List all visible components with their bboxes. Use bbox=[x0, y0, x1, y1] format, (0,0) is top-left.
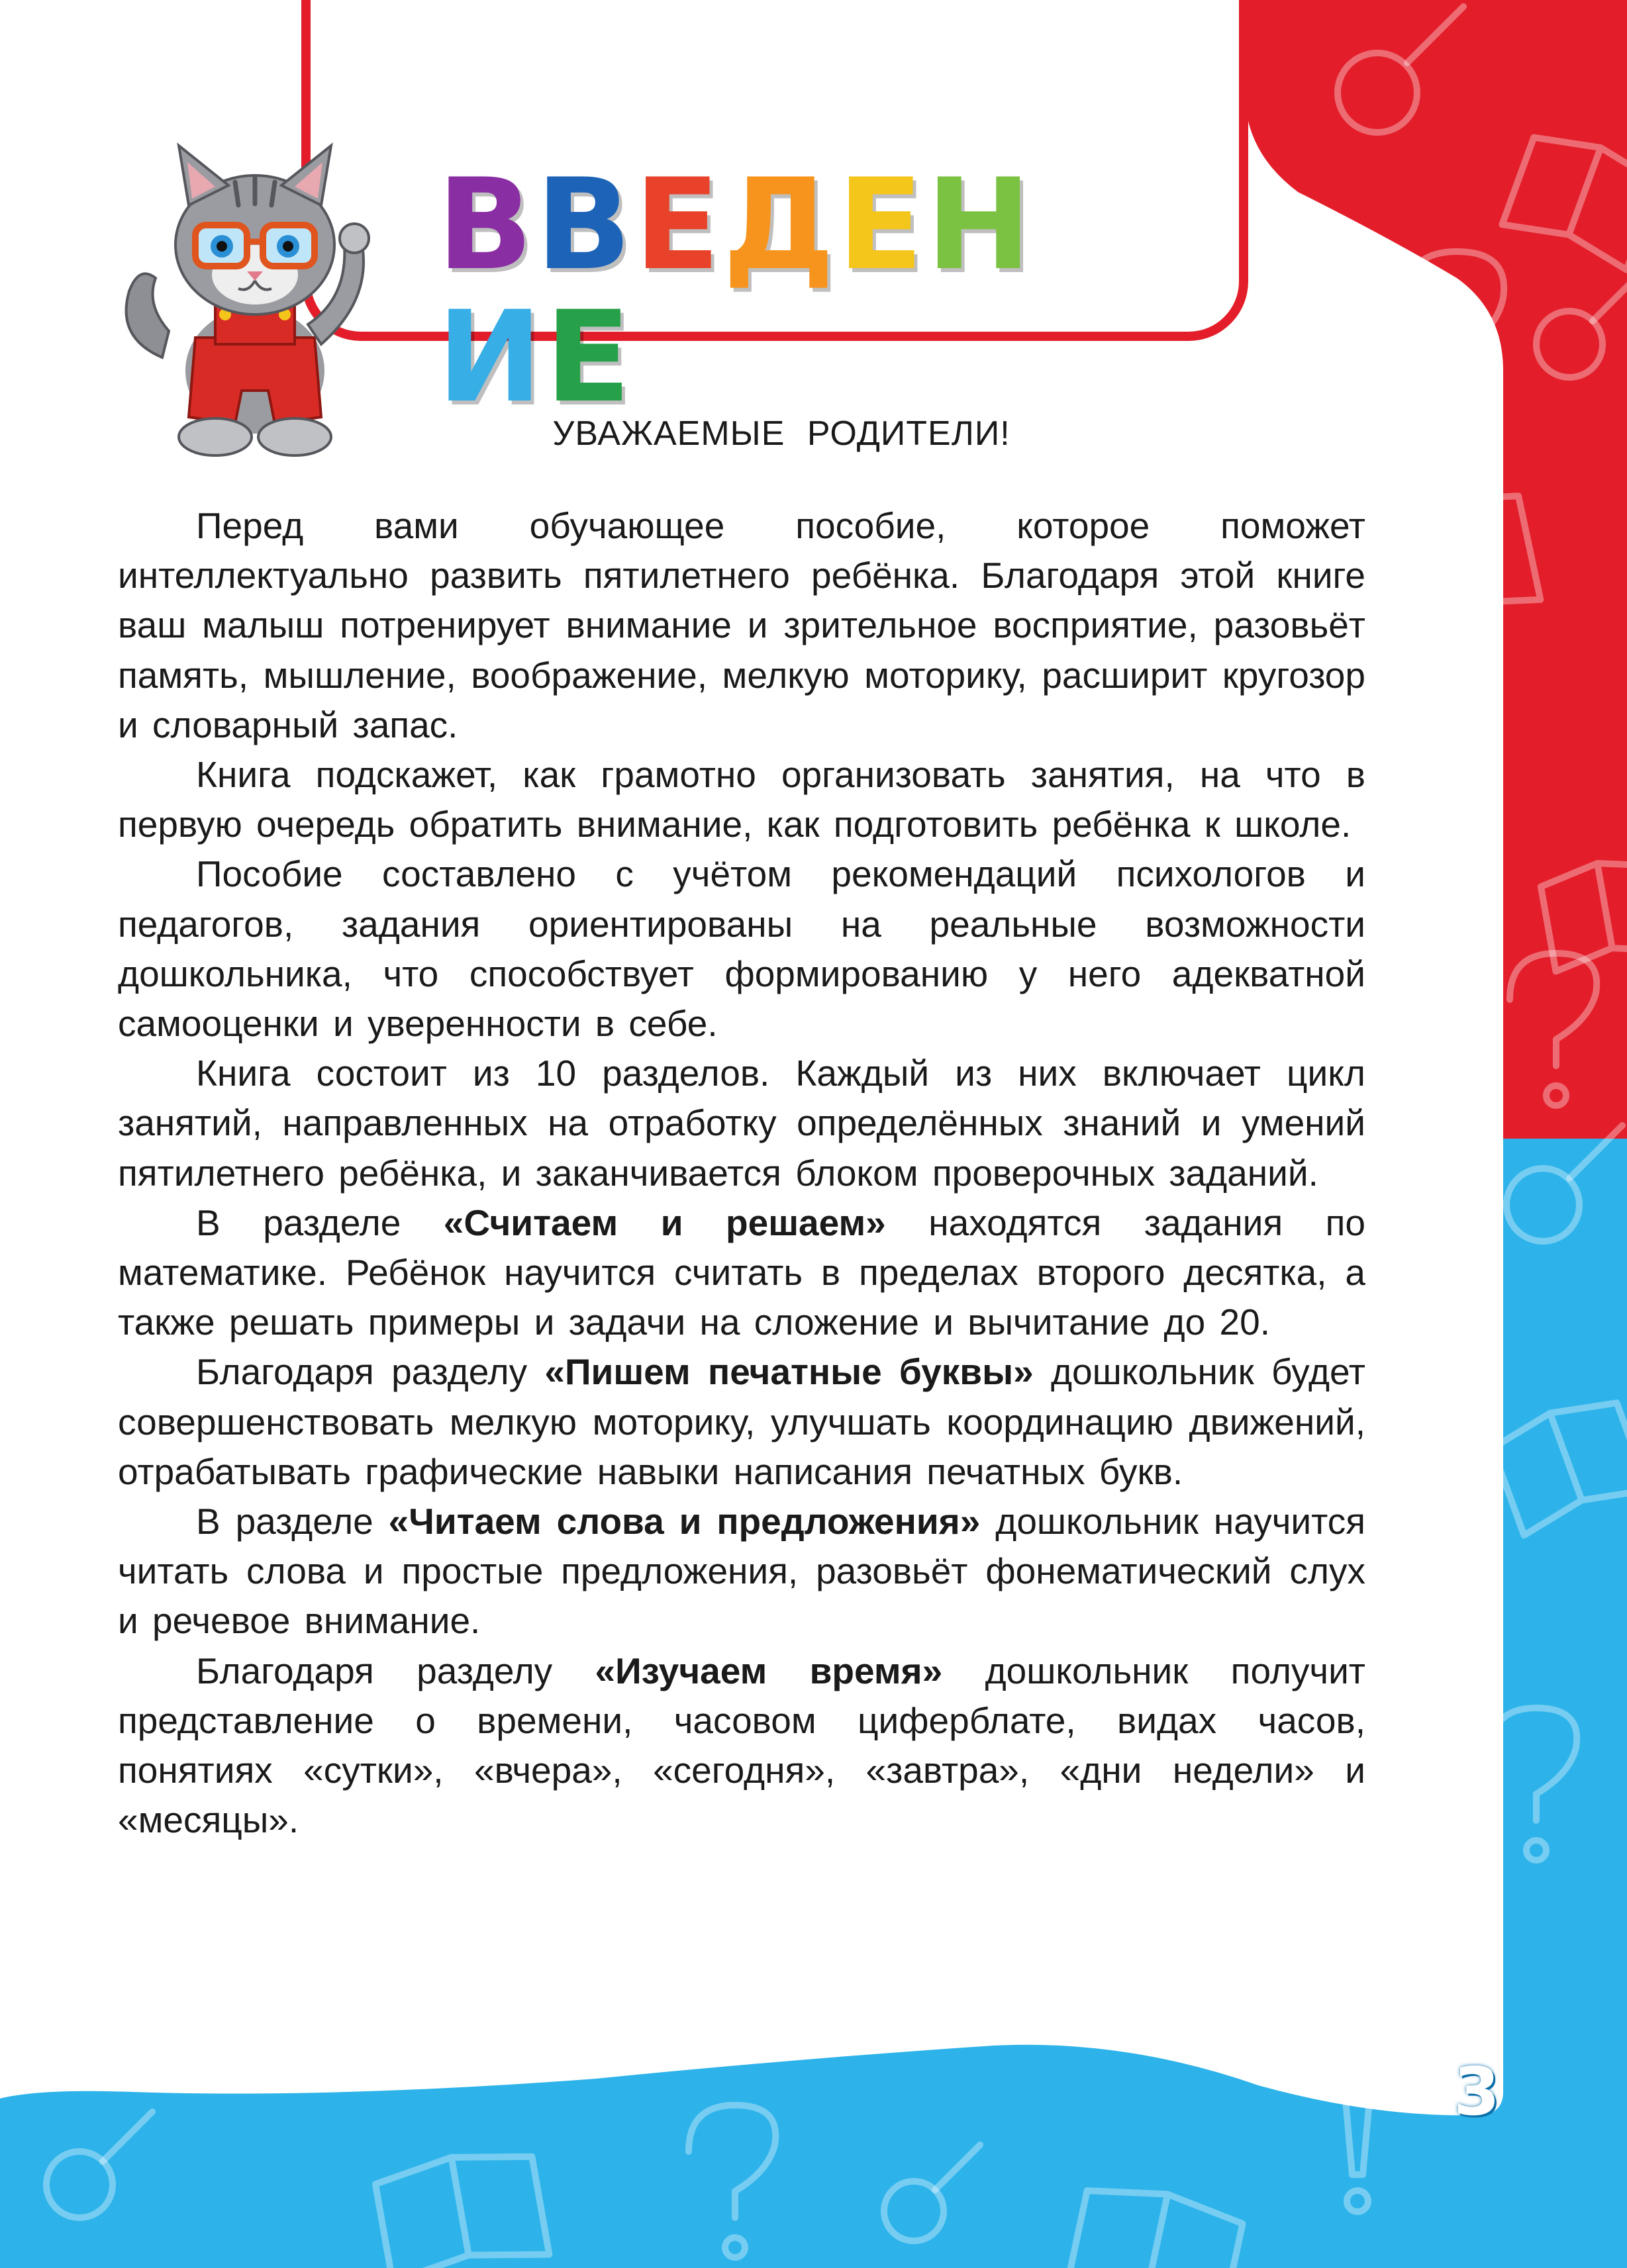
section-name: «Изучаем время» bbox=[595, 1650, 943, 1691]
title-letter: Н bbox=[926, 152, 1032, 298]
paragraph: Пособие составлено с учётом рекомендаций психологов и педагогов, задания ориентированы на реальные возможности дошкольника, что способствует формированию у него адекватной самооценки и уверенности в себе. bbox=[118, 853, 1365, 1045]
greeting-heading: УВАЖАЕМЫЕ РОДИТЕЛИ! bbox=[552, 414, 1011, 453]
intro-text bbox=[118, 501, 1365, 1845]
page-number: 3 bbox=[1454, 2053, 1500, 2130]
cat-mascot-illustration bbox=[116, 139, 394, 463]
title-letter: И bbox=[437, 284, 543, 430]
title-letter: В bbox=[535, 152, 632, 298]
paragraph: Перед вами обучающее пособие, которое поможет интеллектуально развить пятилетнего ребёнка. Благодаря этой книге ваш малыш потренирует внимание и зрительное восприятие, разовьёт память, мышление, воображение, мелкую моторику, расширит кругозор и словарный запас. bbox=[118, 505, 1365, 745]
paragraph: Благодаря разделу «Пишем печатные буквы» дошкольник будет совершенствовать мелкую моторику, улучшать координацию движений, отрабатывать графические навыки написания печатных букв. bbox=[118, 1351, 1365, 1492]
title-letter: Е bbox=[634, 152, 720, 298]
paragraph: В разделе «Читаем слова и предложения» дошкольник научится читать слова и простые предложения, разовьёт фонематический слух и речевое внимание. bbox=[118, 1501, 1365, 1642]
paragraph: Книга подскажет, как грамотно организовать занятия, на что в первую очередь обратить внимание, как подготовить ребёнка к школе. bbox=[118, 754, 1365, 845]
paragraph: Книга состоит из 10 разделов. Каждый из них включает цикл занятий, направленных на отработку определённых знаний и умений пятилетнего ребёнка, и заканчивается блоком проверочных заданий. bbox=[118, 1053, 1365, 1194]
paragraph: Благодаря разделу «Изучаем время» дошкольник получит представление о времени, часовом циферблате, видах часов, понятиях «сутки», «вчера», «сегодня», «завтра», «дни недели» и «месяцы». bbox=[118, 1650, 1365, 1841]
title-letter: Д bbox=[722, 152, 835, 298]
paragraph: В разделе «Считаем и решаем» находятся задания по математике. Ребёнок научится считать в пределах второго десятка, а также решать примеры и задачи на сложение и вычитание до 20. bbox=[118, 1202, 1365, 1343]
section-name: «Считаем и решаем» bbox=[443, 1202, 886, 1243]
section-name: «Читаем слова и предложения» bbox=[388, 1501, 981, 1542]
title-letter: Е bbox=[545, 284, 631, 430]
title-letter: Е bbox=[837, 152, 924, 298]
page-title bbox=[437, 152, 1099, 430]
title-letter: В bbox=[437, 152, 533, 298]
section-name: «Пишем печатные буквы» bbox=[544, 1351, 1034, 1393]
